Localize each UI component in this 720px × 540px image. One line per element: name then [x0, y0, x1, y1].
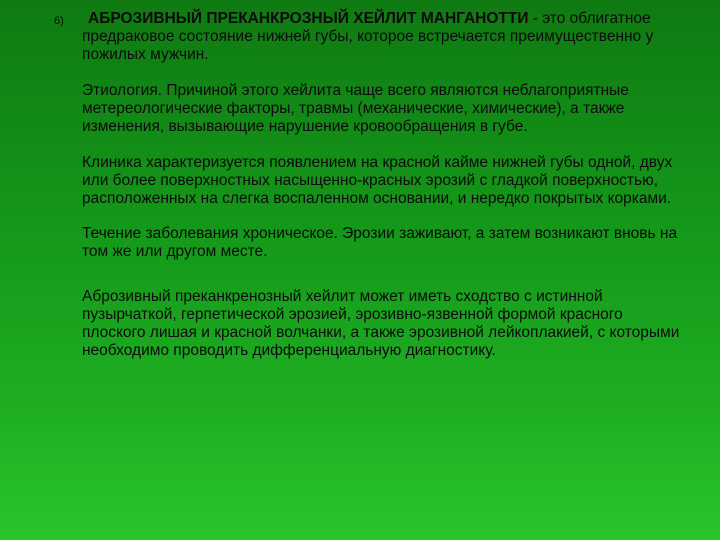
paragraph-differential [82, 288, 682, 360]
paragraph-definition [82, 10, 682, 64]
heading: АБРОЗИВНЫЙ ПРЕКАНКРОЗНЫЙ ХЕЙЛИТ МАНГАНОТТИ [88, 10, 529, 27]
clinic-text: характеризуется появлением на красной кайме нижней губы одной, двух или более поверхностных насыщенно-красных эрозий с гладкой поверхностью, расположенных на слегка воспаленном основании, и нередко покрытых корками. [82, 154, 673, 207]
paragraph-clinic [82, 154, 682, 208]
slide-content [82, 10, 682, 360]
etiology-text: . Причиной этого хейлита чаще всего являются неблагоприятные метереологические факторы, травмы (механические, химические), а также изменения, вызывающие нарушение кровообращения в губе. [82, 82, 629, 135]
paragraph-etiology [82, 82, 682, 136]
similar-term: Аброзивный преканкренозный [82, 288, 302, 305]
paragraph-course: Течение заболевания хроническое. Эрозии заживают, а затем возникают вновь на том же или другом месте. [82, 225, 678, 260]
clinic-term: Клиника [82, 154, 142, 171]
heading-rest: - это облигатное предраковое состояние нижней губы, которое встречается преимущественно у пожилых мужчин. [82, 10, 654, 63]
etiology-term: Этиология [82, 82, 158, 99]
list-marker: 6) [54, 15, 64, 27]
similar-text: хейлит может иметь сходство с истинной пузырчаткой, герпетической эрозией, эрозивно-язвенной формой красного плоского лишая и красной волчанки, а также эрозивной лейкоплакией, с которыми необходимо проводить дифференциальную диагностику. [82, 288, 680, 359]
